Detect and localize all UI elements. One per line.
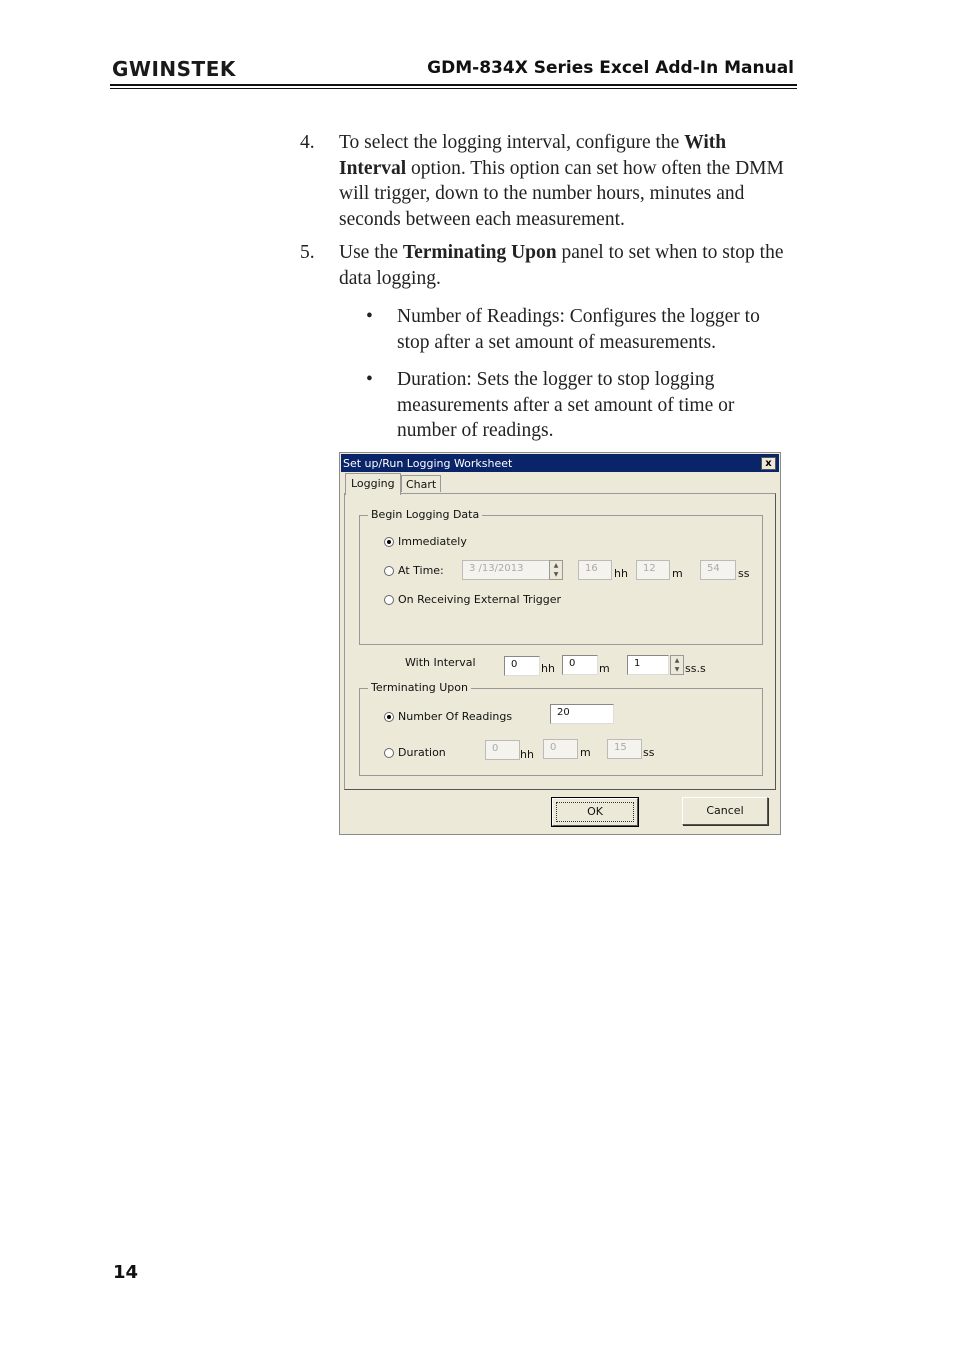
bullet-number-of-readings <box>366 304 786 355</box>
step-text-pre: Use the <box>339 242 403 263</box>
radio-unselected-icon <box>384 566 394 576</box>
step-number: 5. <box>300 242 315 263</box>
seconds-unit: ss <box>738 567 750 580</box>
step-number: 4. <box>300 132 315 153</box>
radio-label: Number Of Readings <box>398 710 513 723</box>
step-4 <box>300 130 790 232</box>
document-title: GDM-834X Series Excel Add-In Manual <box>427 58 794 78</box>
at-time-hours-field[interactable]: 16 <box>578 560 612 580</box>
radio-number-of-readings[interactable] <box>384 710 512 723</box>
terminating-upon-group <box>359 681 763 776</box>
logging-dialog <box>339 452 781 835</box>
interval-seconds-spinner[interactable]: ▲ ▼ <box>670 655 684 675</box>
close-button[interactable]: x <box>761 457 776 470</box>
at-time-minutes-field[interactable]: 12 <box>636 560 670 580</box>
bullet-text: Duration: Sets the logger to stop logging measurements after a set amount of time or number of readings. <box>397 369 735 441</box>
header-rule <box>110 84 797 86</box>
duration-hours-field[interactable]: 0 <box>485 740 520 760</box>
readings-count-field[interactable]: 20 <box>550 704 614 724</box>
date-spinner[interactable]: ▲ ▼ <box>549 560 563 580</box>
with-interval-label: With Interval <box>405 656 476 669</box>
page-number: 14 <box>113 1262 139 1283</box>
group-label: Terminating Upon <box>368 681 471 694</box>
radio-unselected-icon <box>384 748 394 758</box>
minutes-unit: m <box>672 567 683 580</box>
step-text-bold: Terminating Upon <box>402 242 557 263</box>
ok-button-label: OK <box>587 805 603 818</box>
radio-label: On Receiving External Trigger <box>398 593 562 606</box>
duration-minutes-field[interactable]: 0 <box>543 739 578 759</box>
step-text-post: option. This option can set how often the DMM will trigger, down to the number hours, minutes and seconds between each measurement. <box>339 157 784 230</box>
radio-external-trigger[interactable] <box>384 593 561 606</box>
bullet-text: Number of Readings: Configures the logger to stop after a set amount of measurements. <box>397 306 760 353</box>
minutes-unit: m <box>599 662 610 675</box>
minutes-unit: m <box>580 746 591 759</box>
seconds-unit: ss.s <box>685 662 706 675</box>
logging-tab-panel <box>344 493 776 790</box>
interval-hours-field[interactable]: 0 <box>504 656 540 676</box>
duration-seconds-field[interactable]: 15 <box>607 739 642 759</box>
step-text-bold: With Interval <box>339 132 727 179</box>
hours-unit: hh <box>520 748 534 761</box>
bullet-dot-icon: • <box>366 369 373 390</box>
step-5 <box>300 240 790 291</box>
group-label: Begin Logging Data <box>368 508 482 521</box>
radio-at-time[interactable] <box>384 564 444 577</box>
radio-immediately[interactable] <box>384 535 467 548</box>
cancel-button[interactable]: Cancel <box>682 797 768 825</box>
step-text-pre: To select the logging interval, configure the <box>339 132 685 153</box>
interval-minutes-field[interactable]: 0 <box>562 655 598 675</box>
radio-label: Immediately <box>398 535 467 548</box>
bullet-duration <box>366 367 786 444</box>
tab-chart[interactable]: Chart <box>401 475 441 492</box>
hours-unit: hh <box>541 662 555 675</box>
header-rule-thin <box>110 88 797 89</box>
step-text-post: panel to set when to stop the data logging. <box>339 242 784 289</box>
focus-rectangle <box>556 802 634 822</box>
dialog-title: Set up/Run Logging Worksheet <box>343 457 513 470</box>
radio-duration[interactable] <box>384 746 446 759</box>
hours-unit: hh <box>614 567 628 580</box>
dialog-titlebar <box>341 454 779 472</box>
at-time-seconds-field[interactable]: 54 <box>700 560 736 580</box>
begin-logging-group <box>359 508 763 645</box>
radio-selected-icon <box>384 537 394 547</box>
gwinstek-logo: GWINSTEK <box>112 57 236 81</box>
interval-seconds-field[interactable]: 1 <box>627 655 669 675</box>
seconds-unit: ss <box>643 746 655 759</box>
date-picker-field[interactable]: 3 /13/2013 <box>462 560 550 580</box>
radio-label: Duration <box>398 746 446 759</box>
radio-label: At Time: <box>398 564 444 577</box>
ok-button[interactable] <box>552 798 638 826</box>
bullet-dot-icon: • <box>366 306 373 327</box>
tab-logging[interactable]: Logging <box>345 473 401 495</box>
radio-unselected-icon <box>384 595 394 605</box>
radio-selected-icon <box>384 712 394 722</box>
